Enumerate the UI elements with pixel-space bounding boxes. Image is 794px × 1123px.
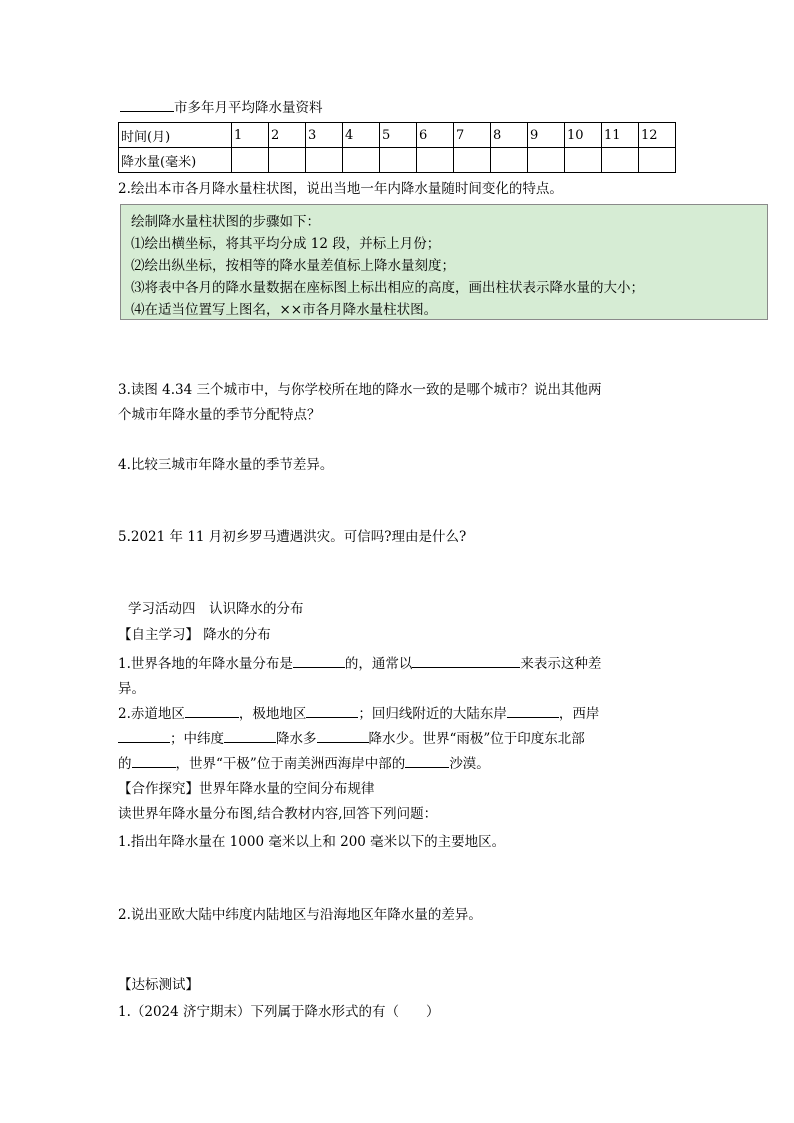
question-4: 4.比较三城市年降水量的季节差异。 bbox=[118, 457, 334, 473]
text-fragment: ，西岸 bbox=[558, 706, 600, 722]
month-cell: 7 bbox=[454, 123, 491, 148]
precip-cell[interactable] bbox=[454, 148, 491, 173]
answer-blank[interactable] bbox=[507, 705, 559, 718]
month-cell: 5 bbox=[380, 123, 417, 148]
month-cell: 11 bbox=[602, 123, 639, 148]
city-blank bbox=[120, 99, 174, 112]
precip-cell[interactable] bbox=[565, 148, 602, 173]
text-fragment: 来表示这种差 bbox=[520, 656, 602, 672]
test-heading: 【达标测试】 bbox=[118, 977, 199, 993]
month-cell: 9 bbox=[528, 123, 565, 148]
coop-heading: 【合作探究】世界年降水量的空间分布规律 bbox=[118, 781, 375, 797]
month-cell: 6 bbox=[417, 123, 454, 148]
text-fragment: 1.世界各地的年降水量分布是 bbox=[118, 656, 293, 672]
text-fragment: 2.赤道地区 bbox=[118, 706, 185, 722]
question-3-line2: 个城市年降水量的季节分配特点？ bbox=[118, 407, 321, 423]
month-cell: 12 bbox=[639, 123, 676, 148]
precip-cell[interactable] bbox=[491, 148, 528, 173]
self-study-line-5 bbox=[118, 752, 490, 772]
precip-cell[interactable] bbox=[602, 148, 639, 173]
coop-intro: 读世界年降水量分布图,结合教材内容,回答下列问题： bbox=[118, 806, 438, 822]
self-study-heading: 【自主学习】 降水的分布 bbox=[118, 627, 271, 643]
self-study-line-1 bbox=[118, 652, 601, 672]
text-fragment: 降水少。世界“雨极”位于印度东北部 bbox=[368, 731, 585, 747]
month-cell: 1 bbox=[232, 123, 269, 148]
text-fragment: ；中纬度 bbox=[170, 731, 224, 747]
month-cell: 4 bbox=[343, 123, 380, 148]
activity-title: 学习活动四 认识降水的分布 bbox=[128, 601, 304, 617]
precip-cell[interactable] bbox=[306, 148, 343, 173]
text-fragment: 的，通常以 bbox=[344, 656, 413, 672]
answer-blank[interactable] bbox=[306, 705, 358, 718]
step-item: ⑷在适当位置写上图名，××市各月降水量柱状图。 bbox=[131, 302, 438, 318]
text-fragment: ，世界“干极”位于南美洲西海岸中部的 bbox=[175, 756, 406, 772]
table-title bbox=[120, 96, 323, 116]
table-title-text: 市多年月平均降水量资料 bbox=[174, 100, 323, 116]
table-header-precip: 降水量(毫米) bbox=[119, 148, 232, 173]
answer-blank[interactable] bbox=[118, 730, 170, 743]
answer-blank[interactable] bbox=[293, 655, 345, 668]
month-cell: 10 bbox=[565, 123, 602, 148]
precip-cell[interactable] bbox=[232, 148, 269, 173]
text-fragment: 沙漠。 bbox=[449, 756, 490, 772]
precip-cell[interactable] bbox=[639, 148, 676, 173]
month-cell: 8 bbox=[491, 123, 528, 148]
self-study-line-3 bbox=[118, 702, 599, 722]
month-cell: 2 bbox=[269, 123, 306, 148]
text-fragment: ；回归线附近的大陆东岸 bbox=[358, 706, 507, 722]
coop-question-1: 1.指出年降水量在 1000 毫米以上和 200 毫米以下的主要地区。 bbox=[118, 834, 506, 850]
table-row bbox=[119, 148, 676, 173]
answer-blank[interactable] bbox=[317, 730, 369, 743]
self-study-line-2: 异。 bbox=[118, 681, 145, 697]
text-fragment: ，极地地区 bbox=[238, 706, 307, 722]
step-item: ⑴绘出横坐标，将其平均分成 12 段，并标上月份； bbox=[131, 236, 441, 252]
steps-box bbox=[120, 204, 768, 320]
text-fragment: 的 bbox=[118, 756, 132, 772]
question-2: 2.绘出本市各月降水量柱状图，说出当地一年内降水量随时间变化的特点。 bbox=[118, 181, 563, 197]
question-3-line1: 3.读图 4.34 三个城市中，与你学校所在地的降水一致的是哪个城市？说出其他两 bbox=[118, 382, 602, 398]
step-item: ⑶将表中各月的降水量数据在座标图上标出相应的高度，画出柱状表示降水量的大小； bbox=[131, 280, 644, 296]
answer-blank[interactable] bbox=[185, 705, 239, 718]
self-study-line-4 bbox=[118, 727, 585, 747]
steps-title: 绘制降水量柱状图的步骤如下： bbox=[131, 214, 320, 230]
precip-cell[interactable] bbox=[343, 148, 380, 173]
table-row bbox=[119, 123, 676, 148]
table-header-time: 时间(月) bbox=[119, 123, 232, 148]
precip-cell[interactable] bbox=[269, 148, 306, 173]
month-cell: 3 bbox=[306, 123, 343, 148]
precipitation-table bbox=[118, 122, 676, 173]
precip-cell[interactable] bbox=[380, 148, 417, 173]
answer-blank[interactable] bbox=[405, 755, 449, 768]
question-5: 5.2021 年 11 月初乡罗马遭遇洪灾。可信吗?理由是什么? bbox=[118, 529, 467, 545]
test-question-1: 1.（2024 济宁期末）下列属于降水形式的有（ ） bbox=[118, 1004, 440, 1020]
step-item: ⑵绘出纵坐标，按相等的降水量差值标上降水量刻度； bbox=[131, 258, 455, 274]
answer-blank[interactable] bbox=[224, 730, 276, 743]
precip-cell[interactable] bbox=[528, 148, 565, 173]
precip-cell[interactable] bbox=[417, 148, 454, 173]
answer-blank[interactable] bbox=[132, 755, 176, 768]
coop-question-2: 2.说出亚欧大陆中纬度内陆地区与沿海地区年降水量的差异。 bbox=[118, 907, 482, 923]
text-fragment: 降水多 bbox=[276, 731, 317, 747]
answer-blank[interactable] bbox=[412, 655, 520, 668]
